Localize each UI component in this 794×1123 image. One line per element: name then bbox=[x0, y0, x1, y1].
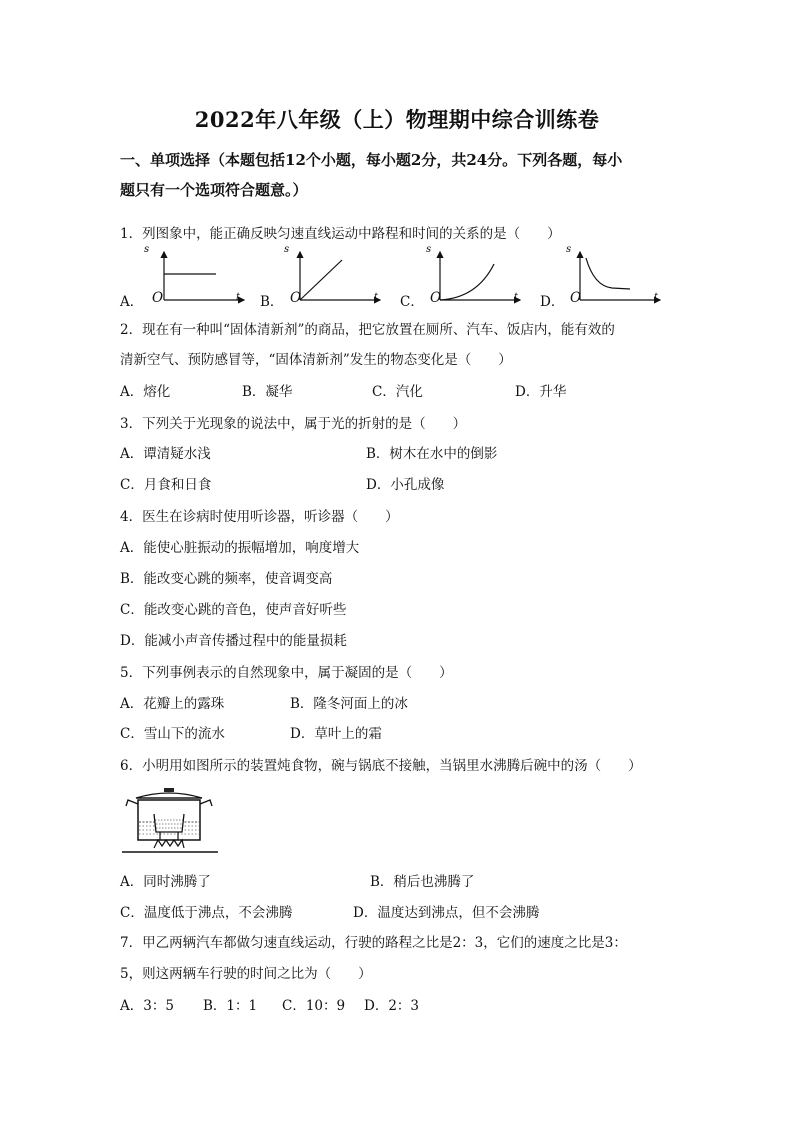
q4-option-a: A．能使心脏振动的振幅增加，响度增大 bbox=[120, 540, 360, 556]
q1-b-axis-s: s bbox=[284, 244, 290, 255]
q1-a-axis-t: t bbox=[236, 292, 241, 303]
q5-option-d: D．草叶上的霜 bbox=[290, 726, 382, 742]
q1-b-origin: O bbox=[290, 290, 302, 306]
q1-c-origin: O bbox=[430, 290, 442, 306]
q4-option-c: C．能改变心跳的音色，使声音好听些 bbox=[120, 602, 347, 618]
section-heading-line1: 一、单项选择（本题包括12个小题，每小题2分，共24分。下列各题，每小 bbox=[120, 151, 623, 169]
q7-option-b: B．1：1 bbox=[203, 998, 258, 1014]
q4-option-d: D．能减小声音传播过程中的能量损耗 bbox=[120, 633, 347, 649]
q1-b-axis-t: t bbox=[374, 292, 379, 303]
q2-stem-line2: 清新空气、预防感冒等，“固体清新剂”发生的物态变化是（ ） bbox=[120, 352, 512, 368]
q1-d-origin: O bbox=[570, 290, 582, 306]
q6-option-b: B．稍后也沸腾了 bbox=[370, 874, 475, 890]
q2-stem-line1: 2．现在有一种叫“固体清新剂”的商品，把它放置在厕所、汽车、饭店内，能有效的 bbox=[120, 322, 615, 338]
pot-diagram bbox=[120, 786, 220, 862]
q5-stem: 5．下列事例表示的自然现象中，属于凝固的是（ ） bbox=[120, 665, 453, 681]
q3-option-a: A．谭清疑水浅 bbox=[120, 446, 211, 462]
q1-c-axis-s: s bbox=[426, 244, 432, 255]
q1-d-axis-s: s bbox=[566, 244, 572, 255]
section-heading-line2: 题只有一个选项符合题意。） bbox=[120, 181, 308, 199]
q2-option-c: C．汽化 bbox=[372, 384, 423, 400]
q5-option-c: C．雪山下的流水 bbox=[120, 726, 225, 742]
q1-stem: 1．列图象中，能正确反映匀速直线运动中路程和时间的关系的是（ ） bbox=[120, 226, 561, 242]
q4-stem: 4．医生在诊病时使用听诊器，听诊器（ ） bbox=[120, 509, 399, 525]
q7-stem-line1: 7．甲乙两辆汽车都做匀速直线运动，行驶的路程之比是2：3，它们的速度之比是3： bbox=[120, 935, 627, 951]
q1-option-a-label: A． bbox=[120, 294, 144, 310]
q2-option-b: B．凝华 bbox=[242, 384, 293, 400]
q7-option-c: C．10：9 bbox=[282, 998, 346, 1014]
q1-c-axis-t: t bbox=[514, 292, 519, 303]
q3-option-c: C．月食和日食 bbox=[120, 477, 212, 493]
q6-option-d: D．温度达到沸点，但不会沸腾 bbox=[353, 905, 540, 921]
q5-option-b: B．隆冬河面上的冰 bbox=[290, 696, 408, 712]
q3-option-b: B．树木在水中的倒影 bbox=[366, 446, 498, 462]
q1-a-axis-s: s bbox=[144, 244, 150, 255]
q1-option-c-label: C． bbox=[400, 294, 424, 310]
q1-option-d-label: D． bbox=[540, 294, 565, 310]
q2-option-d: D．升华 bbox=[515, 384, 567, 400]
q1-d-axis-t: t bbox=[654, 292, 659, 303]
q6-option-c: C．温度低于沸点，不会沸腾 bbox=[120, 905, 293, 921]
q6-stem: 6．小明用如图所示的装置炖食物，碗与锅底不接触，当锅里水沸腾后碗中的汤（ ） bbox=[120, 758, 642, 774]
q7-stem-line2: 5，则这两辆车行驶的时间之比为（ ） bbox=[120, 966, 372, 982]
q4-option-b: B．能改变心跳的频率，使音调变高 bbox=[120, 571, 333, 587]
q1-a-origin: O bbox=[152, 290, 164, 306]
q6-option-a: A．同时沸腾了 bbox=[120, 874, 211, 890]
q3-stem: 3．下列关于光现象的说法中，属于光的折射的是（ ） bbox=[120, 416, 467, 432]
q5-option-a: A．花瓣上的露珠 bbox=[120, 696, 225, 712]
q7-option-a: A．3：5 bbox=[120, 998, 174, 1014]
q7-option-d: D．2：3 bbox=[364, 998, 420, 1014]
q1-option-b-label: B． bbox=[260, 294, 284, 310]
page-title: 2022年八年级（上）物理期中综合训练卷 bbox=[194, 107, 600, 132]
q3-option-d: D．小孔成像 bbox=[366, 477, 445, 493]
q2-option-a: A．熔化 bbox=[120, 384, 171, 400]
